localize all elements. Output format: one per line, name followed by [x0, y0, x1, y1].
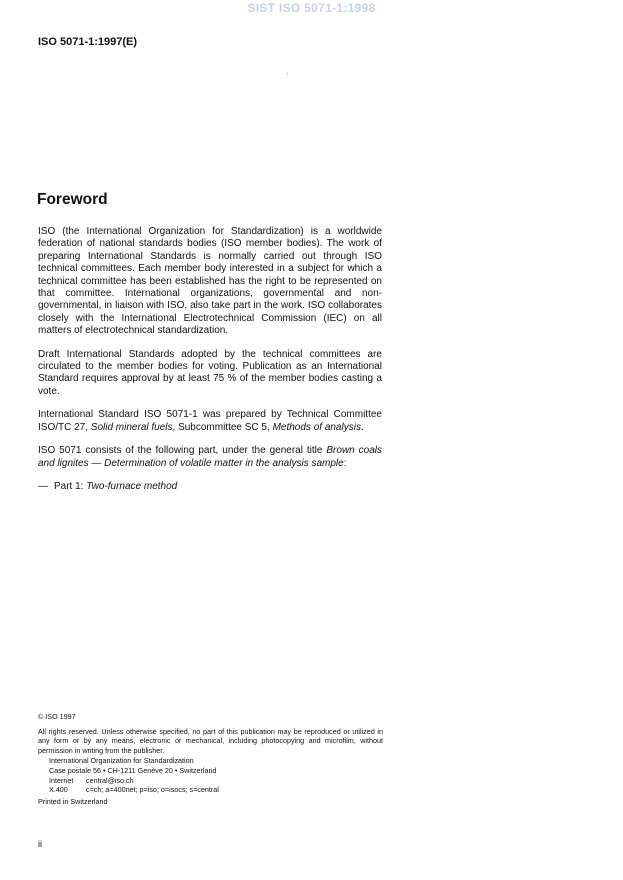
rights-statement: All rights reserved. Unless otherwise specified, no part of this publication may be reproduced or utilized in any form or by any means, electronic or mechanical, including photocopying and microfilm, without permission in writing from the publisher. [38, 726, 383, 755]
document-id: ISO 5071-1:1997(E) [38, 36, 138, 48]
x400-row [49, 785, 383, 795]
paragraph-iso-intro: ISO (the International Organization for Standardization) is a worldwide federation of national standards bodies (ISO member bodies). The work of preparing International Standards is normally carried out through ISO technical committees. Each member body interested in a subject for which a technical committee has been established has the right to be represented on that committee. International organizations, governmental and non-governmental, in liaison with ISO, also take part in the work. ISO collaborates closely with the International Electrotechnical Commission (IEC) on all matters of electrotechnical standardization. [38, 226, 382, 337]
paragraph-parts [38, 445, 382, 470]
watermark: SIST ISO 5071-1:1998 [247, 1, 376, 15]
address-block [49, 756, 383, 794]
copyright-block [38, 712, 383, 806]
internet-value: central@iso.ch [86, 775, 134, 785]
subcommittee-text: , Subcommittee SC 5, [172, 421, 273, 433]
part-title: Two-furnace method [86, 480, 178, 492]
printed-in: Printed in Switzerland [38, 796, 108, 806]
page-number: ii [38, 839, 42, 849]
technical-committee-name: Solid mineral fuels [90, 421, 173, 433]
paragraph-draft-standards: Draft International Standards adopted by the technical committees are circulated to the member bodies for voting. Publication as an International Standard requires approval by at least 75 % of the member bodies casting a vote. [38, 348, 382, 397]
foreword-body [38, 226, 382, 504]
colon: : [343, 457, 347, 469]
paragraph-prepared-by [38, 409, 382, 434]
subcommittee-name: Methods of analysis [272, 421, 361, 433]
copyright-line: © ISO 1997 [38, 712, 76, 721]
x400-value: c=ch; a=400net; p=iso; o=isocs; s=central [86, 785, 219, 795]
internet-row [49, 776, 383, 786]
general-title: Brown coals and lignites — Determination of volatile matter in the analysis sample [38, 445, 383, 469]
period: . [360, 421, 364, 433]
dash-bullet: — [38, 480, 48, 492]
internet-label: Internet [49, 775, 74, 785]
postal-address: Case postale 56 • CH-1211 Genève 20 • Switzerland [49, 765, 217, 775]
x400-label: X.400 [49, 785, 68, 795]
prepared-by-text: International Standard ISO 5071-1 was prepared by Technical Committee ISO/TC 27, [38, 409, 382, 433]
part-label: Part 1: [54, 480, 87, 492]
page-title: Foreword [37, 191, 108, 208]
organization-name: International Organization for Standardization [49, 756, 194, 766]
parts-intro-text: ISO 5071 consists of the following part, under the general title [38, 445, 327, 457]
scan-speck [287, 73, 288, 74]
list-item [38, 481, 382, 493]
